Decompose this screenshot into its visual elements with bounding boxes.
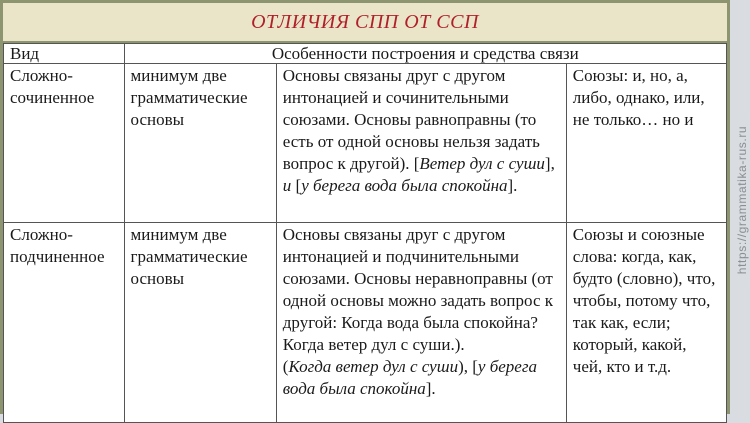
cell-kind bbox=[4, 223, 125, 423]
example-clause: у берега вода была спокойна bbox=[301, 176, 508, 195]
header-features: Особенности построения и средства связи bbox=[124, 44, 726, 64]
cell-means: Союзы: и, но, а, либо, однако, или, не только… но и bbox=[566, 64, 726, 223]
table-header-row bbox=[4, 44, 727, 64]
desc-text: ), [ bbox=[458, 357, 478, 376]
table-row bbox=[4, 64, 727, 223]
desc-text: [ bbox=[291, 176, 302, 195]
kind-text: Сложно- сочиненное bbox=[10, 66, 95, 107]
desc-text: ]. bbox=[425, 379, 436, 398]
cell-kind bbox=[4, 64, 125, 223]
watermark bbox=[735, 10, 749, 390]
kind-text: Сложно- подчиненное bbox=[10, 225, 105, 266]
desc-text: ]. bbox=[507, 176, 518, 195]
example-clause: у берега вода была спокойна bbox=[282, 357, 537, 398]
desc-text: Основы связаны друг с другом интонацией и сочинительными союзами. Основы равноправны (то есть от одной основы нельзя задать вопрос к другой). [ bbox=[282, 66, 540, 173]
cell-means: Союзы и союзные слова: когда, как, будто (словно), что, чтобы, потому что, так как, если; который, какой, чей, кто и т.д. bbox=[566, 223, 726, 423]
cell-description bbox=[276, 223, 566, 423]
header-kind: Вид bbox=[4, 44, 125, 64]
cell-bases: минимум две грамматические основы bbox=[124, 64, 276, 223]
page-title: ОТЛИЧИЯ СПП ОТ ССП bbox=[3, 3, 727, 43]
desc-text: ], bbox=[544, 154, 555, 173]
table-row bbox=[4, 223, 727, 423]
example-clause: Ветер дул с суши bbox=[419, 154, 545, 173]
conjunction: и bbox=[282, 176, 292, 195]
example-clause: Когда ветер дул с суши bbox=[288, 357, 459, 376]
cell-bases: минимум две грамматические основы bbox=[124, 223, 276, 423]
watermark-text: https://grammatika-rus.ru bbox=[735, 125, 749, 275]
desc-text: Основы связаны друг с другом интонацией и подчинительными союзами. Основы неравноправны (от одной основы можно задать вопрос к другой: Когда вода была спокойна? Когда ветер дул с суши.). bbox=[282, 225, 553, 354]
comparison-table bbox=[3, 43, 727, 423]
desc-text: ( bbox=[282, 357, 289, 376]
cell-description bbox=[276, 64, 566, 223]
